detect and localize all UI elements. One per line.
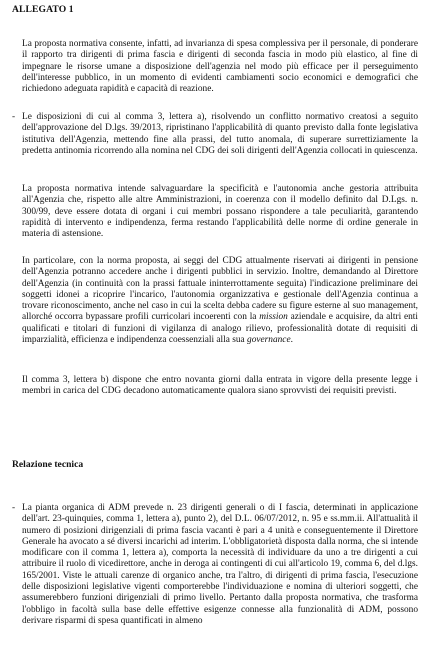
paragraph-text-part3: .	[290, 335, 293, 346]
bullet-item-text: Le disposizioni di cui al comma 3, lettera a), risolvendo un conflitto normativo creatosi a seguito dell'approvazione del D.lgs. 39/2013, ripristinano l'applicabilità di quanto previsto dalla fonte legislativa istitutiva dell'Agenzia, mettendo fine alla prassi, del tutto anomala, di superare surrettiziamente la predetta antinomia ricorrendo alla nomina nel CDG dei soli dirigenti dell'Agenzia collocati in quiescenza.	[22, 112, 418, 156]
bullet-dash: -	[12, 112, 16, 122]
bullet-item-pianta-organica	[12, 503, 418, 627]
bullet-dash: -	[12, 503, 16, 513]
document-header: ALLEGATO 1	[12, 4, 74, 15]
paragraph-comma3b: Il comma 3, lettera b) dispone che entro novanta giorni dalla entrata in vigore della presente legge i membri in carica del CDG decadono automaticamente qualora siano sprovvisti dei requisiti previsti.	[22, 375, 418, 397]
paragraph-intro: La proposta normativa consente, infatti, ad invarianza di spesa complessiva per il personale, di ponderare il rapporto tra dirigenti di prima fascia e dirigenti di seconda fascia in modo più elastico, al fine di impegnare le risorse umane a disposizione dell'agenzia nel modo più efficace per il perseguimento dell'interesse pubblico, in un momento di evidenti cambiamenti socio economici e demografici che richiedono adeguata rapidità e capacità di reazione.	[22, 39, 418, 95]
paragraph-in-particolare	[22, 256, 418, 346]
bullet-item-text: La pianta organica di ADM prevede n. 23 dirigenti generali o di I fascia, determinati in applicazione dell'art. 23-quinquies, comma 1, lettera a), punto 2), del D.L. 06/07/2012, n. 95 e ss.mm.ii. All'attualità il numero di posizioni dirigenziali di prima fascia vacanti è pari a 4 unità e conseguentemente il Direttore Generale ha avocato a sé diversi incarichi ad interim. L'obbligatorietà disposta dalla norma, che si intende modificare con il comma 1, lettera a), comporta la necessità di individuare da uno a tre dirigenti a cui attribuire il ruolo di vicedirettore, anche in deroga ai contingenti di cui all'articolo 19, comma 6, del d.lgs. 165/2001. Viste le attuali carenze di organico anche, tra l'altro, di dirigenti di prima fascia, l'esecuzione delle disposizioni legislative vigenti comporterebbe l'individuazione e nomina di ulteriori soggetti, che assumerebbero funzioni dirigenziali di primo livello. Pertanto dalla proposta normativa, che trasforma l'obbligo in facoltà sulla base delle effettive esigenze connesse alla funzionalità di ADM, possono derivare risparmi di spesa quantificati in almeno	[22, 503, 418, 626]
bullet-item-comma3a	[12, 112, 418, 157]
paragraph-text-part1: In particolare, con la norma proposta, ai seggi del CDG attualmente riservati ai dirigenti in pensione dell'Agenzia potranno accedere anche i dirigenti pubblici in servizio. Inoltre, demandando al Direttore dell'Agenzia (in continuità con la prassi fattuale ininterrottamente seguita) l'indicazione preliminare dei soggetti idonei a ricoprire l'incarico, l'autonomia organizzativa e gestionale dell'Agenzia continua a trovare riconoscimento, anche nel caso in cui la scelta debba cadere su figure esterne al suo management, allorché occorra bypassare profili curricolari incoerenti con la	[22, 256, 418, 323]
section-title-relazione-tecnica: Relazione tecnica	[12, 459, 84, 470]
emphasis-governance: governance	[247, 335, 291, 346]
paragraph-text-part2: aziendale e acquisire, da altri enti qualificati e titolari di funzioni di vigilanza di analogo rilievo, professionalità dotate di requisiti di imparzialità, efficienza e indipendenza coessenziali alla sua	[22, 312, 419, 346]
emphasis-mission: mission	[259, 312, 288, 323]
paragraph-specificity: La proposta normativa intende salvaguardare la specificità e l'autonomia anche gestoria attribuita all'Agenzia che, rispetto alle altre Amministrazioni, in coerenza con il modello definito dal D.Lgs. n. 300/99, deve essere dotata di organi i cui membri possano rispondere a tale peculiarità, garantendo rapidità di intervento e indipendenza, ferma restando l'applicabilità delle norme di ordine generale in materia di astensione.	[22, 184, 418, 240]
